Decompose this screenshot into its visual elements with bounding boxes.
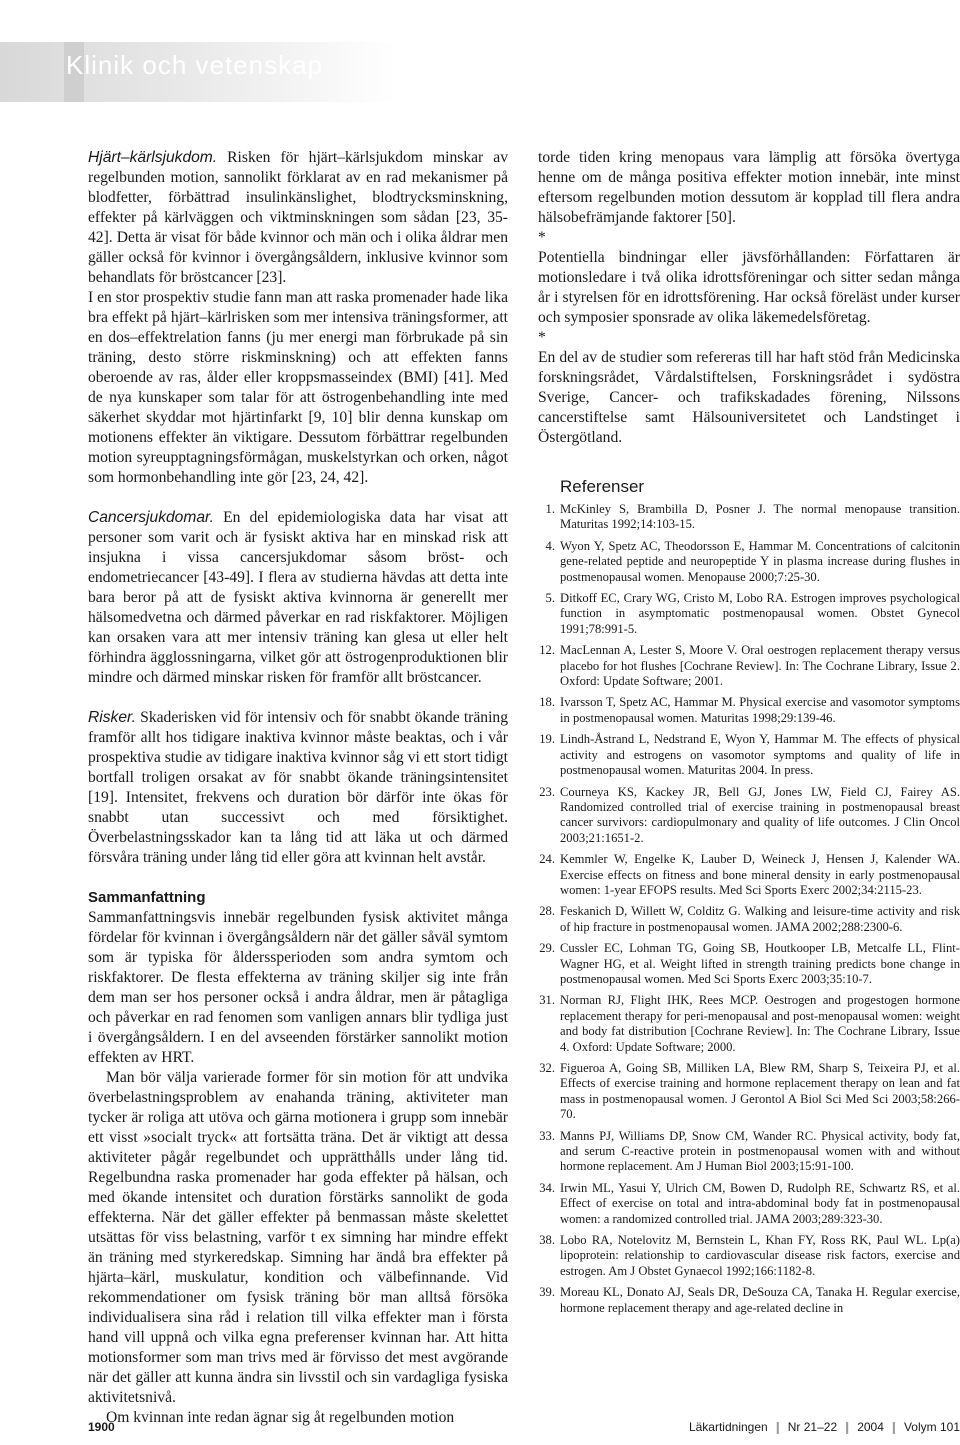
reference-text: Figueroa A, Going SB, Milliken LA, Blew RM, Sharp S, Teixeira PJ, et al. Effects of exercise training and hormone replacement therapy on lean and fat mass in postmenopausal women. J Gerontol A Biol Sci Med Sci 2003;58:266-70.	[560, 1061, 960, 1122]
summary-paragraph-3: Om kvinnan inte redan ägnar sig åt regelbunden motion	[106, 1409, 455, 1426]
cardio-paragraph-2: I en stor prospektiv studie fann man att raska promenader hade lika bra effekt på hjärt–kärlrisken som mer intensiva träningsformer, att en dos–effektrelation fanns (ju mer energi man förbrukade på sin träning, desto större riskminskning) och att effekten fanns oberoende av ras, ålder eller kroppsmasseindex (BMI) [41]. Med de nya kunskaper som talar för att östrogenbehandling inte med säkerhet skyddar mot hjärtinfarkt [9, 10] blir denna kunskap om motionens effekter än viktigare. Dessutom förbättrar regelbunden motion syreupptagningsförmågan, muskelstyrkan och orken, något som hormonbehandling inte gör [23, 24, 42].	[88, 289, 508, 486]
reference-number: 5.	[545, 591, 555, 606]
reference-text: Feskanich D, Willett W, Colditz G. Walking and leisure-time activity and risk of hip fracture in postmenopausal women. JAMA 2002;288:2300-6.	[560, 904, 960, 934]
reference-number: 23.	[539, 784, 555, 799]
reference-number: 39.	[539, 1285, 555, 1300]
section-title: Klinik och vetenskap	[66, 50, 324, 80]
risks-paragraph	[88, 708, 508, 868]
reference-text: Lindh-Åstrand L, Nedstrand E, Wyon Y, Hammar M. The effects of physical activity and estrogens on vasomotor symptoms and quality of life in postmenopausal women. Maturitas 2004. In press.	[560, 732, 960, 778]
cardio-text-1: Risken för hjärt–kärlsjukdom minskar av regelbunden motion, sannolikt förklarat av en rad mekanismer på blodfetter, förbättrad insulinkänslighet, blodtrycksminskning, effekter på kärlväggen och viktminskningen som sådan [23, 35-42]. Detta är visat för både kvinnor och män och i olika åldrar men gäller också för kvinnor i övergångsåldern, inklusive kvinnor som behandlats för bröstcancer [23].	[88, 149, 508, 286]
journal-name: Läkartidningen	[688, 1420, 768, 1434]
page-number: 1900	[88, 1420, 115, 1434]
reference-item	[538, 1129, 960, 1175]
reference-text: MacLennan A, Lester S, Moore V. Oral oestrogen replacement therapy versus placebo for hot flushes [Cochrane Review]. In: The Cochrane Library, Issue 2. Oxford: Update Software; 2001.	[560, 643, 960, 689]
reference-number: 34.	[539, 1180, 555, 1195]
reference-number: 32.	[539, 1061, 555, 1075]
cancer-text: En del epidemiologiska data har visat att personer som varit och är fysiskt aktiva har en minskad risk att insjukna i vissa cancersjukdomar såsom bröst- och endometriecancer [43-49]. I flera av studierna hävdas att detta inte bara beror på att de fysiskt aktiva kvinnorna är generellt mer hälsomedvetna och därmed påverkar en rad riskfaktorer. Möjligen kan orsaken vara att mer intensiv träning kan glesa ut eller helt förhindra ägglossningarna, vilket gör att östrogenproduktionen blir mindre och därmed minskar risken för framför allt bröstcancer.	[88, 509, 508, 686]
summary-heading: Sammanfattning	[88, 889, 206, 906]
reference-text: Irwin ML, Yasui Y, Ulrich CM, Bowen D, Rudolph RE, Schwartz RS, et al. Effect of exercise on total and intra-abdominal body fat in postmenopausal women: a randomized controlled trial. JAMA 2003;289:323-30.	[560, 1180, 960, 1226]
separator-star-1: *	[538, 229, 546, 246]
reference-item	[538, 904, 960, 935]
reference-item	[538, 591, 960, 637]
risks-lead: Risker.	[88, 709, 136, 726]
reference-number: 1.	[545, 502, 555, 516]
reference-number: 38.	[539, 1233, 555, 1248]
reference-text: Norman RJ, Flight IHK, Rees MCP. Oestrogen and progestogen hormone replacement therapy for peri-menopausal and post-menopausal women: weight and body fat distribution [Cochrane Review]. In: The Cochrane Library, Issue 4. Oxford: Update Software; 2000.	[560, 993, 960, 1054]
reference-item	[538, 1061, 960, 1123]
reference-item	[538, 539, 960, 585]
reference-item	[538, 502, 960, 533]
reference-item	[538, 785, 960, 847]
reference-text: McKinley S, Brambilla D, Posner J. The normal menopause transition. Maturitas 1992;14:103-15.	[560, 502, 960, 532]
conflicts-of-interest: Potentiella bindningar eller jävsförhållanden: Författaren är motionsledare i två olika idrottsföreningar och sitter sedan många år i styrelsen för en idrottsförening. Har också föreläst under kurser och symposier sponsrade av olika läkemedelsföretag.	[538, 249, 960, 326]
footer-separator: ❙	[772, 1420, 783, 1434]
references-heading: Referenser	[560, 477, 645, 496]
journal-year: 2004	[857, 1420, 884, 1434]
reference-number: 29.	[539, 941, 555, 956]
reference-item	[538, 941, 960, 987]
reference-item	[538, 1233, 960, 1279]
reference-number: 31.	[539, 993, 555, 1008]
left-column	[88, 148, 508, 1428]
references-list	[538, 502, 960, 1316]
separator-star-2: *	[538, 329, 546, 346]
reference-item	[538, 732, 960, 778]
reference-number: 19.	[539, 732, 555, 747]
cardio-paragraph-1	[88, 148, 508, 288]
footer-separator: ❙	[842, 1420, 853, 1434]
right-column	[538, 148, 960, 1322]
reference-text: Lobo RA, Notelovitz M, Bernstein L, Khan FY, Ross RK, Paul WL. Lp(a) lipoprotein: relationship to cardiovascular disease risk factors, exercise and estrogen. Am J Obstet Gynaecol 1992;166:1182-8.	[560, 1233, 960, 1278]
reference-number: 33.	[539, 1128, 555, 1143]
page-footer	[88, 1420, 960, 1438]
reference-text: Ivarsson T, Spetz AC, Hammar M. Physical exercise and vasomotor symptoms in postmenopausal women. Maturitas 1998;29:139-46.	[560, 695, 960, 725]
conclusion-paragraph: torde tiden kring menopaus vara lämplig att försöka övertyga henne om de många positiva effekter motion innebär, inte minst eftersom regelbunden motion dessutom är kopplad till flera andra hälsobefrämjande faktorer [50].	[538, 149, 960, 226]
reference-text: Manns PJ, Williams DP, Snow CM, Wander RC. Physical activity, body fat, and serum C-reactive protein in postmenopausal women with and without hormone replacement. Am J Human Biol 2003;15:91-100.	[560, 1128, 960, 1174]
reference-item	[538, 993, 960, 1055]
reference-item	[538, 1285, 960, 1316]
risks-text: Skaderisken vid för intensiv och för snabbt ökande träning framför allt hos tidigare inaktiva kvinnor måste beaktas, och i vår prospektiva studie av tidigare inaktiva kvinnor såg vi ett stort tidigt bortfall troligen orsakat av för snabbt ökande träningsintensitet [19]. Intensitet, frekvens och duration bör därför inte ökas för snabbt utan successivt och med försiktighet. Överbelastningsskador kan ta lång tid att läka ut och därmed försvåra träning under lång tid eller göra att kvinnan helt avstår.	[88, 709, 508, 866]
reference-number: 12.	[539, 643, 555, 658]
summary-paragraph-2: Man bör välja varierade former för sin motion för att undvika överbelastningsproblem av enahanda träning, aktiviteter man tycker är roliga att utöva och gärna motionera i grupp som innebär ett visst »socialt tryck« att fortsätta träna. Det är viktigt att dessa aktiviteter pågår regelbundet och upprätthålls under lång tid. Regelbundna raska promenader har goda effekter på hälsan, och med ökande intensitet och duration förstärks sannolikt de goda effekterna. När det gäller effekter på benmassan måste skelettet utsättas för viss belastning, varför t ex simning har mindre effekt än träning med styrkeredskap. Simning har ändå bra effekter på hjärta–kärl, muskulatur, kondition och välbefinnande. Vid rekommendationer om fysisk träning bör man alltså försöka individualisera sina råd i relation till vilka effekter man i första hand vill uppnå och vilka egna preferenser kvinnan har. Att hitta motionsformer som man trivs med är förvisso det mest avgörande när det gäller att kunna ändra sin livsstil och sin vardagliga fysiska aktivitetsnivå.	[88, 1069, 508, 1406]
cancer-lead: Cancersjukdomar.	[88, 509, 214, 526]
reference-number: 18.	[539, 695, 555, 710]
reference-number: 28.	[539, 904, 555, 919]
reference-text: Cussler EC, Lohman TG, Going SB, Houtkooper LB, Metcalfe LL, Flint-Wagner HG, et al. Weight lifted in strength training predicts bone change in postmenopausal women. Med Sci Sports Exerc 2003;35:10-7.	[560, 941, 960, 986]
footer-separator: ❙	[888, 1420, 899, 1434]
journal-volume: Volym 101	[903, 1420, 960, 1434]
reference-text: Kemmler W, Engelke K, Lauber D, Weineck J, Hensen J, Kalender WA. Exercise effects on fitness and bone mineral density in early postmenopausal women: 1-year EFOPS results. Med Sci Sports Exerc 2002;34:2115-23.	[560, 852, 960, 897]
reference-item	[538, 852, 960, 898]
reference-text: Courneya KS, Kackey JR, Bell GJ, Jones LW, Field CJ, Fairey AS. Randomized controlled trial of exercise training in postmenopausal breast cancer survivors: cardiopulmonary and quality of life outcomes. J Clin Oncol 2003;21:1651-2.	[560, 784, 960, 845]
cancer-paragraph	[88, 508, 508, 688]
reference-number: 24.	[539, 852, 555, 867]
reference-item	[538, 643, 960, 689]
summary-paragraph-1: Sammanfattningsvis innebär regelbunden fysisk aktivitet många fördelar för kvinnan i övergångsåldern när det gäller såväl symtom som är typiska för ålderssperioden som andra symtom och riskfaktorer. De flesta effekterna av träning skiljer sig inte från dem man ser hos personer också i andra åldrar, men är påtagliga och påverkar en rad fenomen som vanligen annars blir tydliga just i övergångsåldern. I en del avseenden förstärker sannolikt motion effekten av HRT.	[88, 909, 508, 1066]
reference-text: Ditkoff EC, Crary WG, Cristo M, Lobo RA. Estrogen improves psychological function in asymptomatic postmenopausal women. Obstet Gynecol 1991;78:991-5.	[560, 591, 960, 636]
cardio-lead: Hjärt–kärlsjukdom.	[88, 149, 218, 166]
reference-text: Moreau KL, Donato AJ, Seals DR, DeSouza CA, Tanaka H. Regular exercise, hormone replacement therapy and age-related decline in	[560, 1285, 960, 1315]
journal-info	[689, 1420, 960, 1434]
reference-number: 4.	[545, 538, 555, 553]
reference-text: Wyon Y, Spetz AC, Theodorsson E, Hammar M. Concentrations of calcitonin gene-related peptide and neuropeptide Y in plasma increase during flushes in postmenopausal women. Menopause 2000;7:25-30.	[560, 538, 960, 584]
reference-item	[538, 1181, 960, 1227]
funding-statement: En del av de studier som refereras till har haft stöd från Medicinska forskningsrådet, Vårdalstiftelsen, Forskningsrådet i sydöstra Sverige, Cancer- och trafikskadades förening, Nilssons cancerstiftelse samt Hälsouniversitetet och Landstinget i Östergötland.	[538, 349, 960, 446]
journal-issue: Nr 21–22	[787, 1420, 838, 1434]
reference-item	[538, 695, 960, 726]
